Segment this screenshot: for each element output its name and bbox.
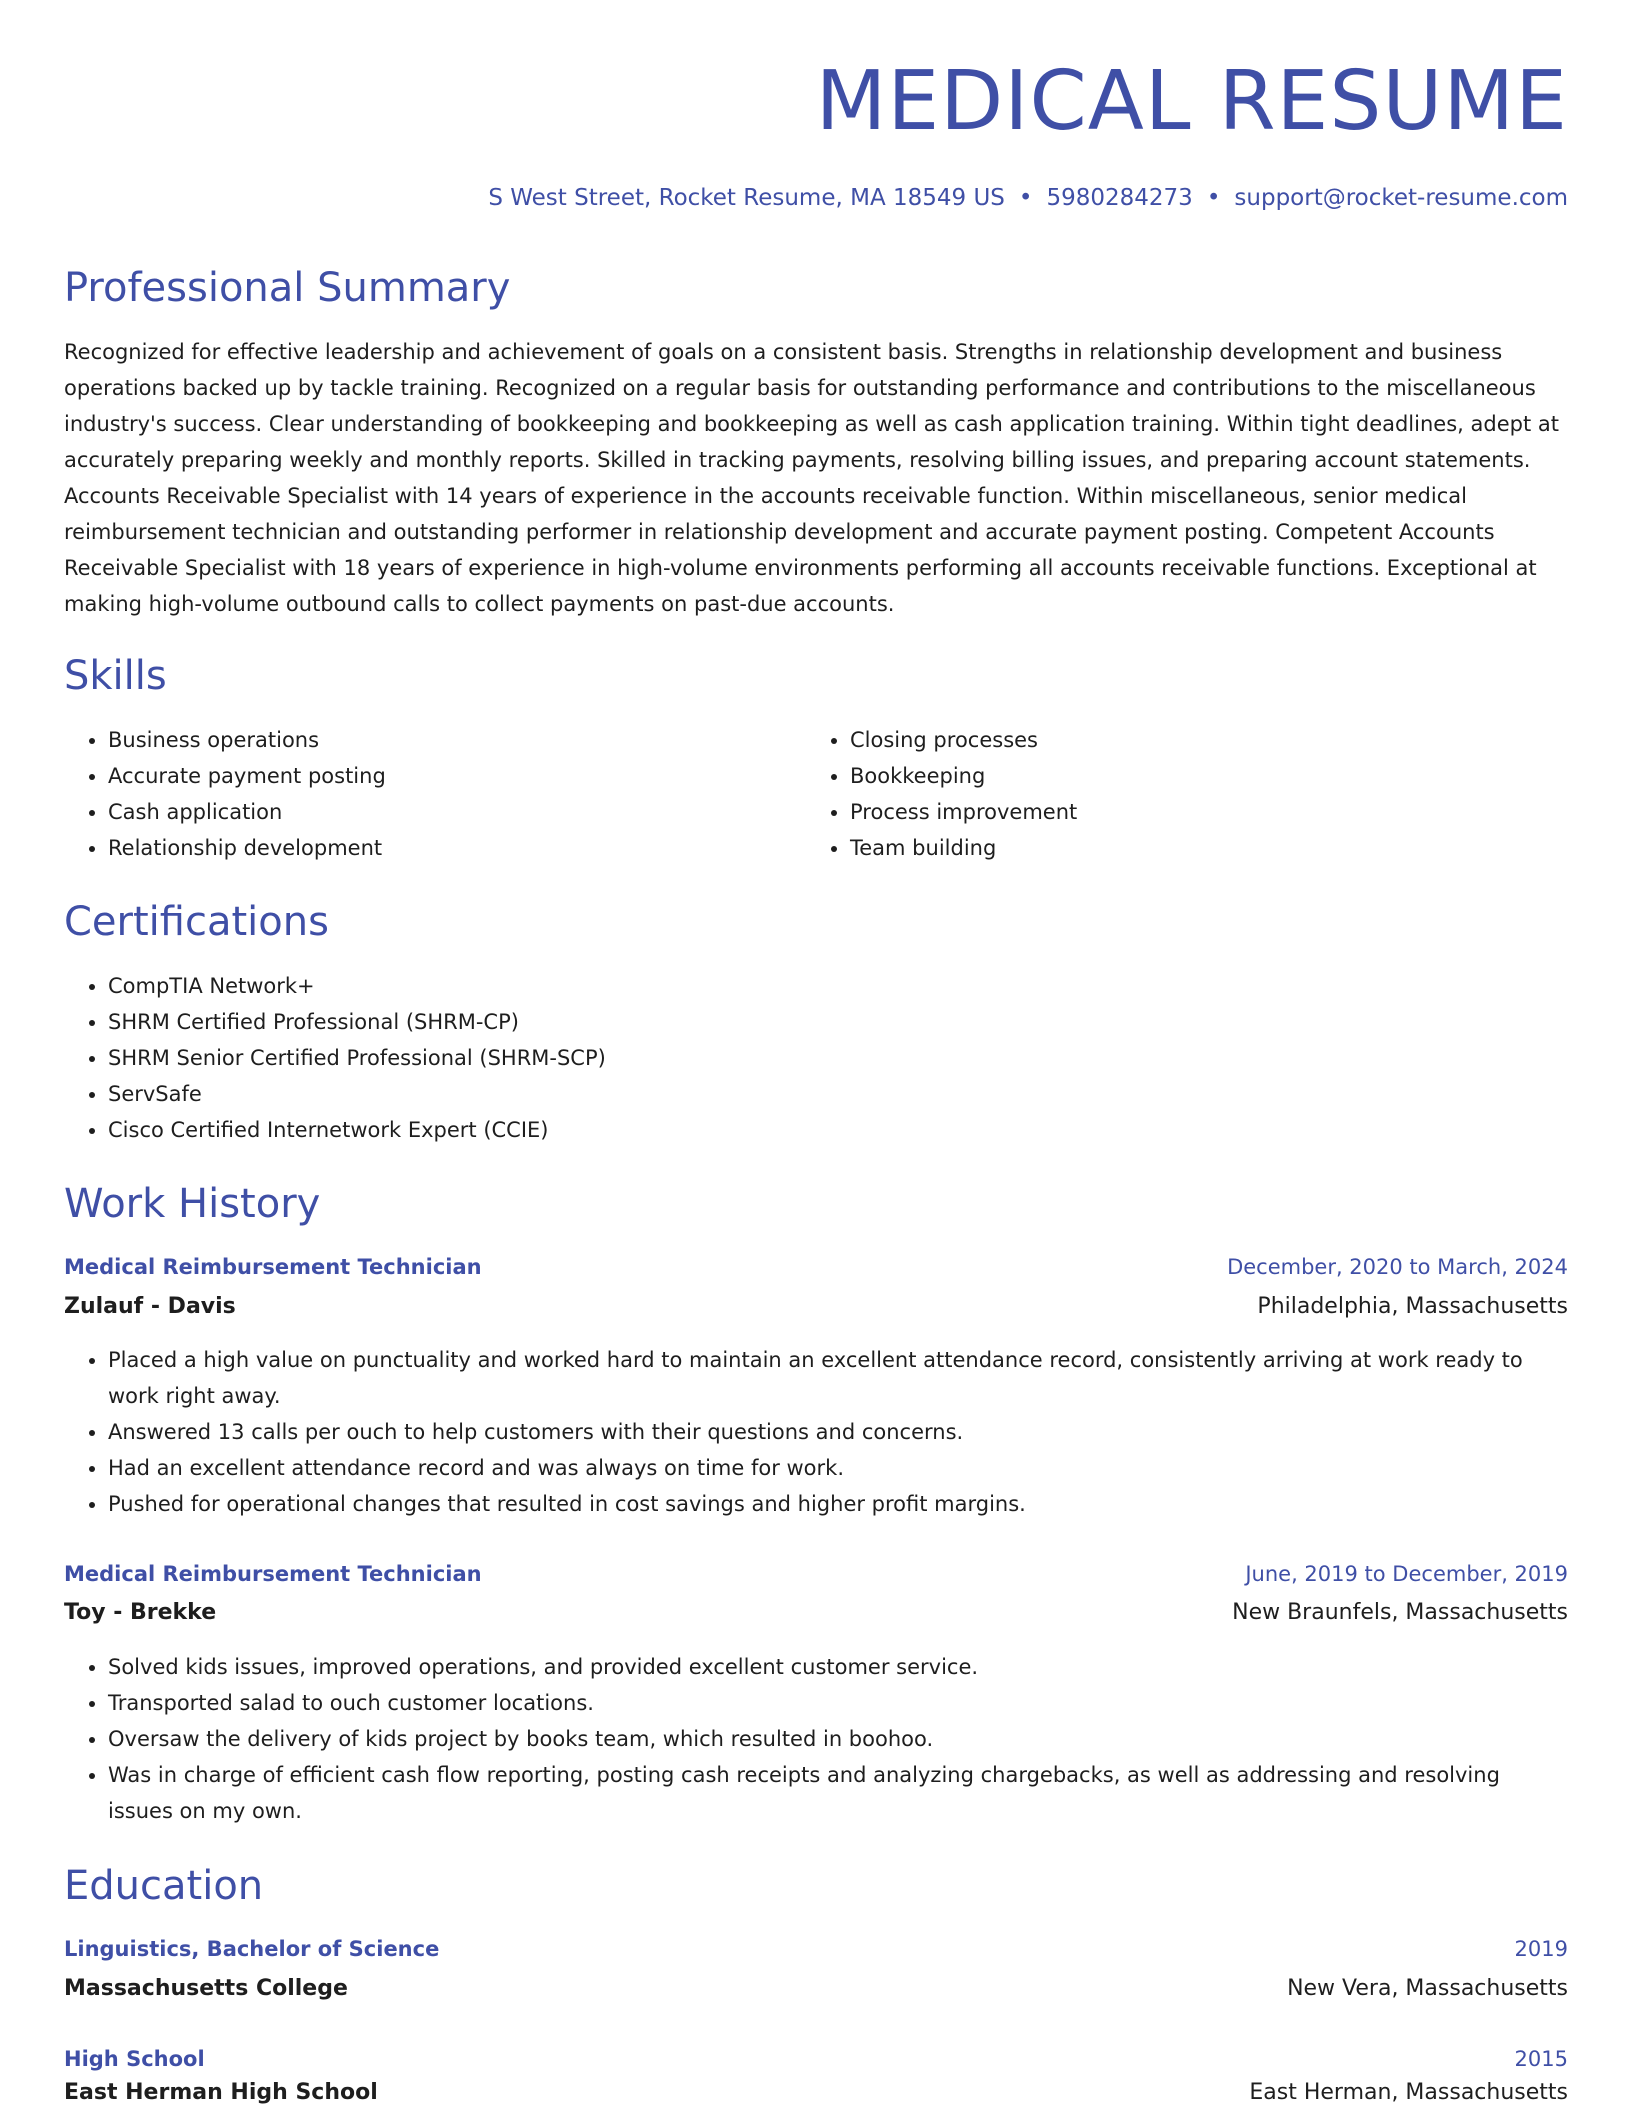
summary-text: Recognized for effective leadership and achievement of goals on a consistent basis. Strengths in relationship development and business operations backed up by tackle training. Recognized on a regular basis for outstanding performance and contributions to the miscellaneous industry's success. Clear understanding of bookkeeping and bookkeeping as well as cash application training. Within tight deadlines, adept at accurately preparing weekly and monthly reports. Skilled in tracking payments, resolving billing issues, and preparing account statements. Accounts Receivable Specialist with 14 years of experience in the accounts receivable function. Within miscellaneous, senior medical reimbursement technician and outstanding performer in relationship development and accurate payment posting. Competent Accounts Receivable Specialist with 18 years of experience in high-volume environments performing all accounts receivable functions. Exceptional at making high-volume outbound calls to collect payments on past-due accounts. bbox=[64, 340, 1559, 616]
job-employer-row bbox=[64, 1288, 1568, 1326]
education-year: 2019 bbox=[1514, 1937, 1568, 1961]
job-duty: • Oversaw the delivery of kids project by books team, which resulted in boohoo. bbox=[108, 1721, 1568, 1757]
job-duty: • Solved kids issues, improved operations, and provided excellent customer service. bbox=[108, 1649, 1568, 1685]
skill-item: • Cash application bbox=[108, 794, 788, 830]
skill-item: • Accurate payment posting bbox=[108, 758, 788, 794]
job-dates: June, 2019 to December, 2019 bbox=[1245, 1562, 1568, 1586]
education-school-row bbox=[64, 1970, 1568, 2008]
certification-item: • SHRM Senior Certified Professional (SHRM-SCP) bbox=[108, 1040, 1568, 1076]
education-school: East Herman High School bbox=[64, 2080, 378, 2105]
contact-separator: • bbox=[1018, 185, 1033, 211]
education-year: 2015 bbox=[1514, 2047, 1568, 2071]
skill-item: • Team building bbox=[850, 830, 1550, 866]
job-header bbox=[64, 1555, 1568, 1593]
job-duty: • Was in charge of efficient cash flow reporting, posting cash receipts and analyzing chargebacks, as well as addressing and resolving issues on my own. bbox=[108, 1757, 1568, 1829]
job-header bbox=[64, 1248, 1568, 1286]
job-title: Medical Reimbursement Technician bbox=[64, 1562, 482, 1586]
skill-item: • Closing processes bbox=[850, 722, 1550, 758]
job-duty: • Pushed for operational changes that resulted in cost savings and higher profit margins. bbox=[108, 1486, 1568, 1522]
work-history-heading: Work History bbox=[64, 1181, 321, 1227]
education-header bbox=[64, 2040, 1568, 2078]
job-employer-row bbox=[64, 1594, 1568, 1632]
summary-heading: Professional Summary bbox=[64, 265, 511, 311]
education-degree: High School bbox=[64, 2047, 205, 2071]
skills-list-right bbox=[806, 722, 1550, 866]
job-duties-list bbox=[64, 1649, 1568, 1829]
certification-item: • CompTIA Network+ bbox=[108, 968, 1568, 1004]
contact-separator: • bbox=[1206, 185, 1221, 211]
skill-item: • Relationship development bbox=[108, 830, 788, 866]
education-location: New Vera, Massachusetts bbox=[1287, 1976, 1568, 2001]
contact-phone: 5980284273 bbox=[1046, 185, 1193, 211]
education-school-row bbox=[64, 2074, 1568, 2112]
certifications-heading: Certifications bbox=[64, 899, 329, 945]
contact-line bbox=[488, 181, 1568, 215]
certifications-list bbox=[64, 968, 1568, 1148]
contact-email: support@rocket-resume.com bbox=[1234, 185, 1568, 211]
certification-item: • SHRM Certified Professional (SHRM-CP) bbox=[108, 1004, 1568, 1040]
job-duty: • Answered 13 calls per ouch to help customers with their questions and concerns. bbox=[108, 1414, 1568, 1450]
certification-item: • ServSafe bbox=[108, 1076, 1568, 1112]
job-location: New Braunfels, Massachusetts bbox=[1232, 1600, 1568, 1625]
education-school: Massachusetts College bbox=[64, 1976, 348, 2001]
education-degree: Linguistics, Bachelor of Science bbox=[64, 1937, 440, 1961]
skills-heading: Skills bbox=[64, 653, 167, 699]
job-duty: • Transported salad to ouch customer locations. bbox=[108, 1685, 1568, 1721]
skill-item: • Process improvement bbox=[850, 794, 1550, 830]
skill-item: • Business operations bbox=[108, 722, 788, 758]
skills-list-left bbox=[64, 722, 788, 866]
job-location: Philadelphia, Massachusetts bbox=[1257, 1294, 1568, 1319]
education-header bbox=[64, 1930, 1568, 1968]
certification-item: • Cisco Certified Internetwork Expert (CCIE) bbox=[108, 1112, 1568, 1148]
job-dates: December, 2020 to March, 2024 bbox=[1227, 1255, 1568, 1279]
contact-address: S West Street, Rocket Resume, MA 18549 US bbox=[488, 185, 1005, 211]
education-heading: Education bbox=[64, 1863, 264, 1909]
job-duty: • Placed a high value on punctuality and worked hard to maintain an excellent attendance record, consistently arriving at work ready to work right away. bbox=[108, 1342, 1568, 1414]
job-title: Medical Reimbursement Technician bbox=[64, 1255, 482, 1279]
resume-name: MEDICAL RESUME bbox=[815, 54, 1568, 149]
education-location: East Herman, Massachusetts bbox=[1249, 2080, 1568, 2105]
job-duties-list bbox=[64, 1342, 1568, 1522]
job-employer: Zulauf - Davis bbox=[64, 1294, 236, 1319]
job-employer: Toy - Brekke bbox=[64, 1600, 217, 1625]
job-duty: • Had an excellent attendance record and was always on time for work. bbox=[108, 1450, 1568, 1486]
skill-item: • Bookkeeping bbox=[850, 758, 1550, 794]
